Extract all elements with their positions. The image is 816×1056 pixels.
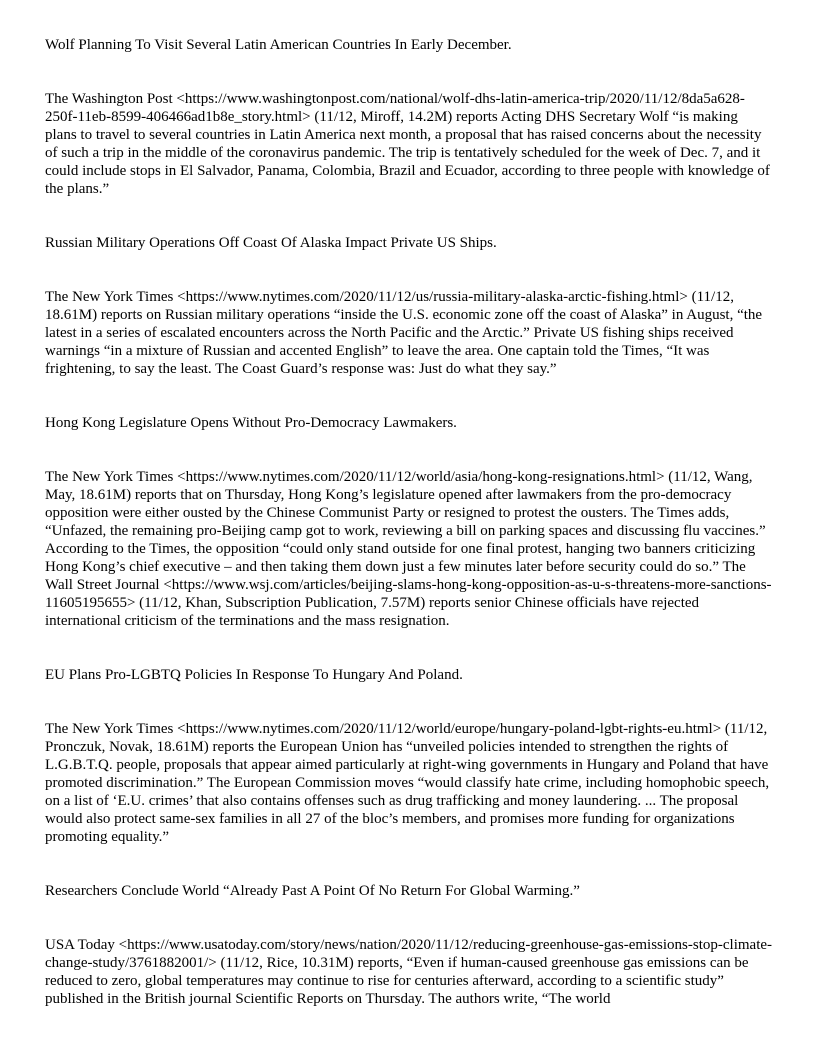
- document-page: [45, 36, 773, 1044]
- article-headline-3: Hong Kong Legislature Opens Without Pro-Democracy Lawmakers.: [45, 415, 457, 431]
- article-body-4: The New York Times <https://www.nytimes.com/2020/11/12/world/europe/hungary-poland-lgbt-rights-eu.html> (11/12, Pronczuk, Novak, 18.61M) reports the European Union has “unveiled policies intended to strengthen the rights of L.G.B.T.Q. people, proposals that appear aimed particularly at right-wing governments in Hungary and Poland that have promoted discrimination.” The European Commission moves “would classify hate crime, including homophobic speech, on a list of ‘E.U. crimes’ that also contains offenses such as drug trafficking and money laundering. ... The proposal would also protect same-sex families in all 27 of the bloc’s members, and promises more funding for organizations promoting equality.”: [45, 721, 770, 845]
- article-headline-2: Russian Military Operations Off Coast Of Alaska Impact Private US Ships.: [45, 235, 497, 251]
- article-body-5: USA Today <https://www.usatoday.com/story/news/nation/2020/11/12/reducing-greenhouse-gas-emissions-stop-climate-change-study/3761882001/> (11/12, Rice, 10.31M) reports, “Even if human-caused greenhouse gas emissions can be reduced to zero, global temperatures may continue to rise for centuries afterward, according to a scientific study” published in the British journal Scientific Reports on Thursday. The authors write, “The world: [45, 937, 773, 1007]
- article-headline-5: Researchers Conclude World “Already Past A Point Of No Return For Global Warming.”: [45, 883, 580, 899]
- article-body-2: The New York Times <https://www.nytimes.com/2020/11/12/us/russia-military-alaska-arctic-fishing.html> (11/12, 18.61M) reports on Russian military operations “inside the U.S. economic zone off the coast of Alaska” in August, “the latest in a series of escalated encounters across the North Pacific and the Arctic.” Private US fishing ships received warnings “in a mixture of Russian and accented English” to leave the area. One captain told the Times, “It was frightening, to say the least. The Coast Guard’s response was: Just do what they say.”: [45, 289, 763, 377]
- article-body-1: The Washington Post <https://www.washingtonpost.com/national/wolf-dhs-latin-america-trip/2020/11/12/8da5a628-250f-11eb-8599-406466ad1b8e_story.html> (11/12, Miroff, 14.2M) reports Acting DHS Secretary Wolf “is making plans to travel to several countries in Latin America next month, a proposal that has raised concerns about the necessity of such a trip in the middle of the coronavirus pandemic. The trip is tentatively scheduled for the week of Dec. 7, and it could include stops in El Salvador, Panama, Colombia, Brazil and Ecuador, according to three people with knowledge of the plans.”: [45, 91, 770, 197]
- article-body-3: The New York Times <https://www.nytimes.com/2020/11/12/world/asia/hong-kong-resignations.html> (11/12, Wang, May, 18.61M) reports that on Thursday, Hong Kong’s legislature opened after lawmakers from the pro-democracy opposition were either ousted by the Chinese Communist Party or resigned to protest the ousters. The Times adds, “Unfazed, the remaining pro-Beijing camp got to work, reviewing a bill on parking spaces and discussing flu vaccines.” According to the Times, the opposition “could only stand outside for one final protest, hanging two banners criticizing Hong Kong’s chief executive – and then taking them down just a few minutes later before security could do so.” The Wall Street Journal <https://www.wsj.com/articles/beijing-slams-hong-kong-opposition-as-u-s-threatens-more-sanctions-11605195655> (11/12, Khan, Subscription Publication, 7.57M) reports senior Chinese officials have rejected international criticism of the terminations and the mass resignation.: [45, 469, 772, 629]
- article-headline-4: EU Plans Pro-LGBTQ Policies In Response To Hungary And Poland.: [45, 667, 463, 683]
- article-headline-1: Wolf Planning To Visit Several Latin American Countries In Early December.: [45, 37, 512, 53]
